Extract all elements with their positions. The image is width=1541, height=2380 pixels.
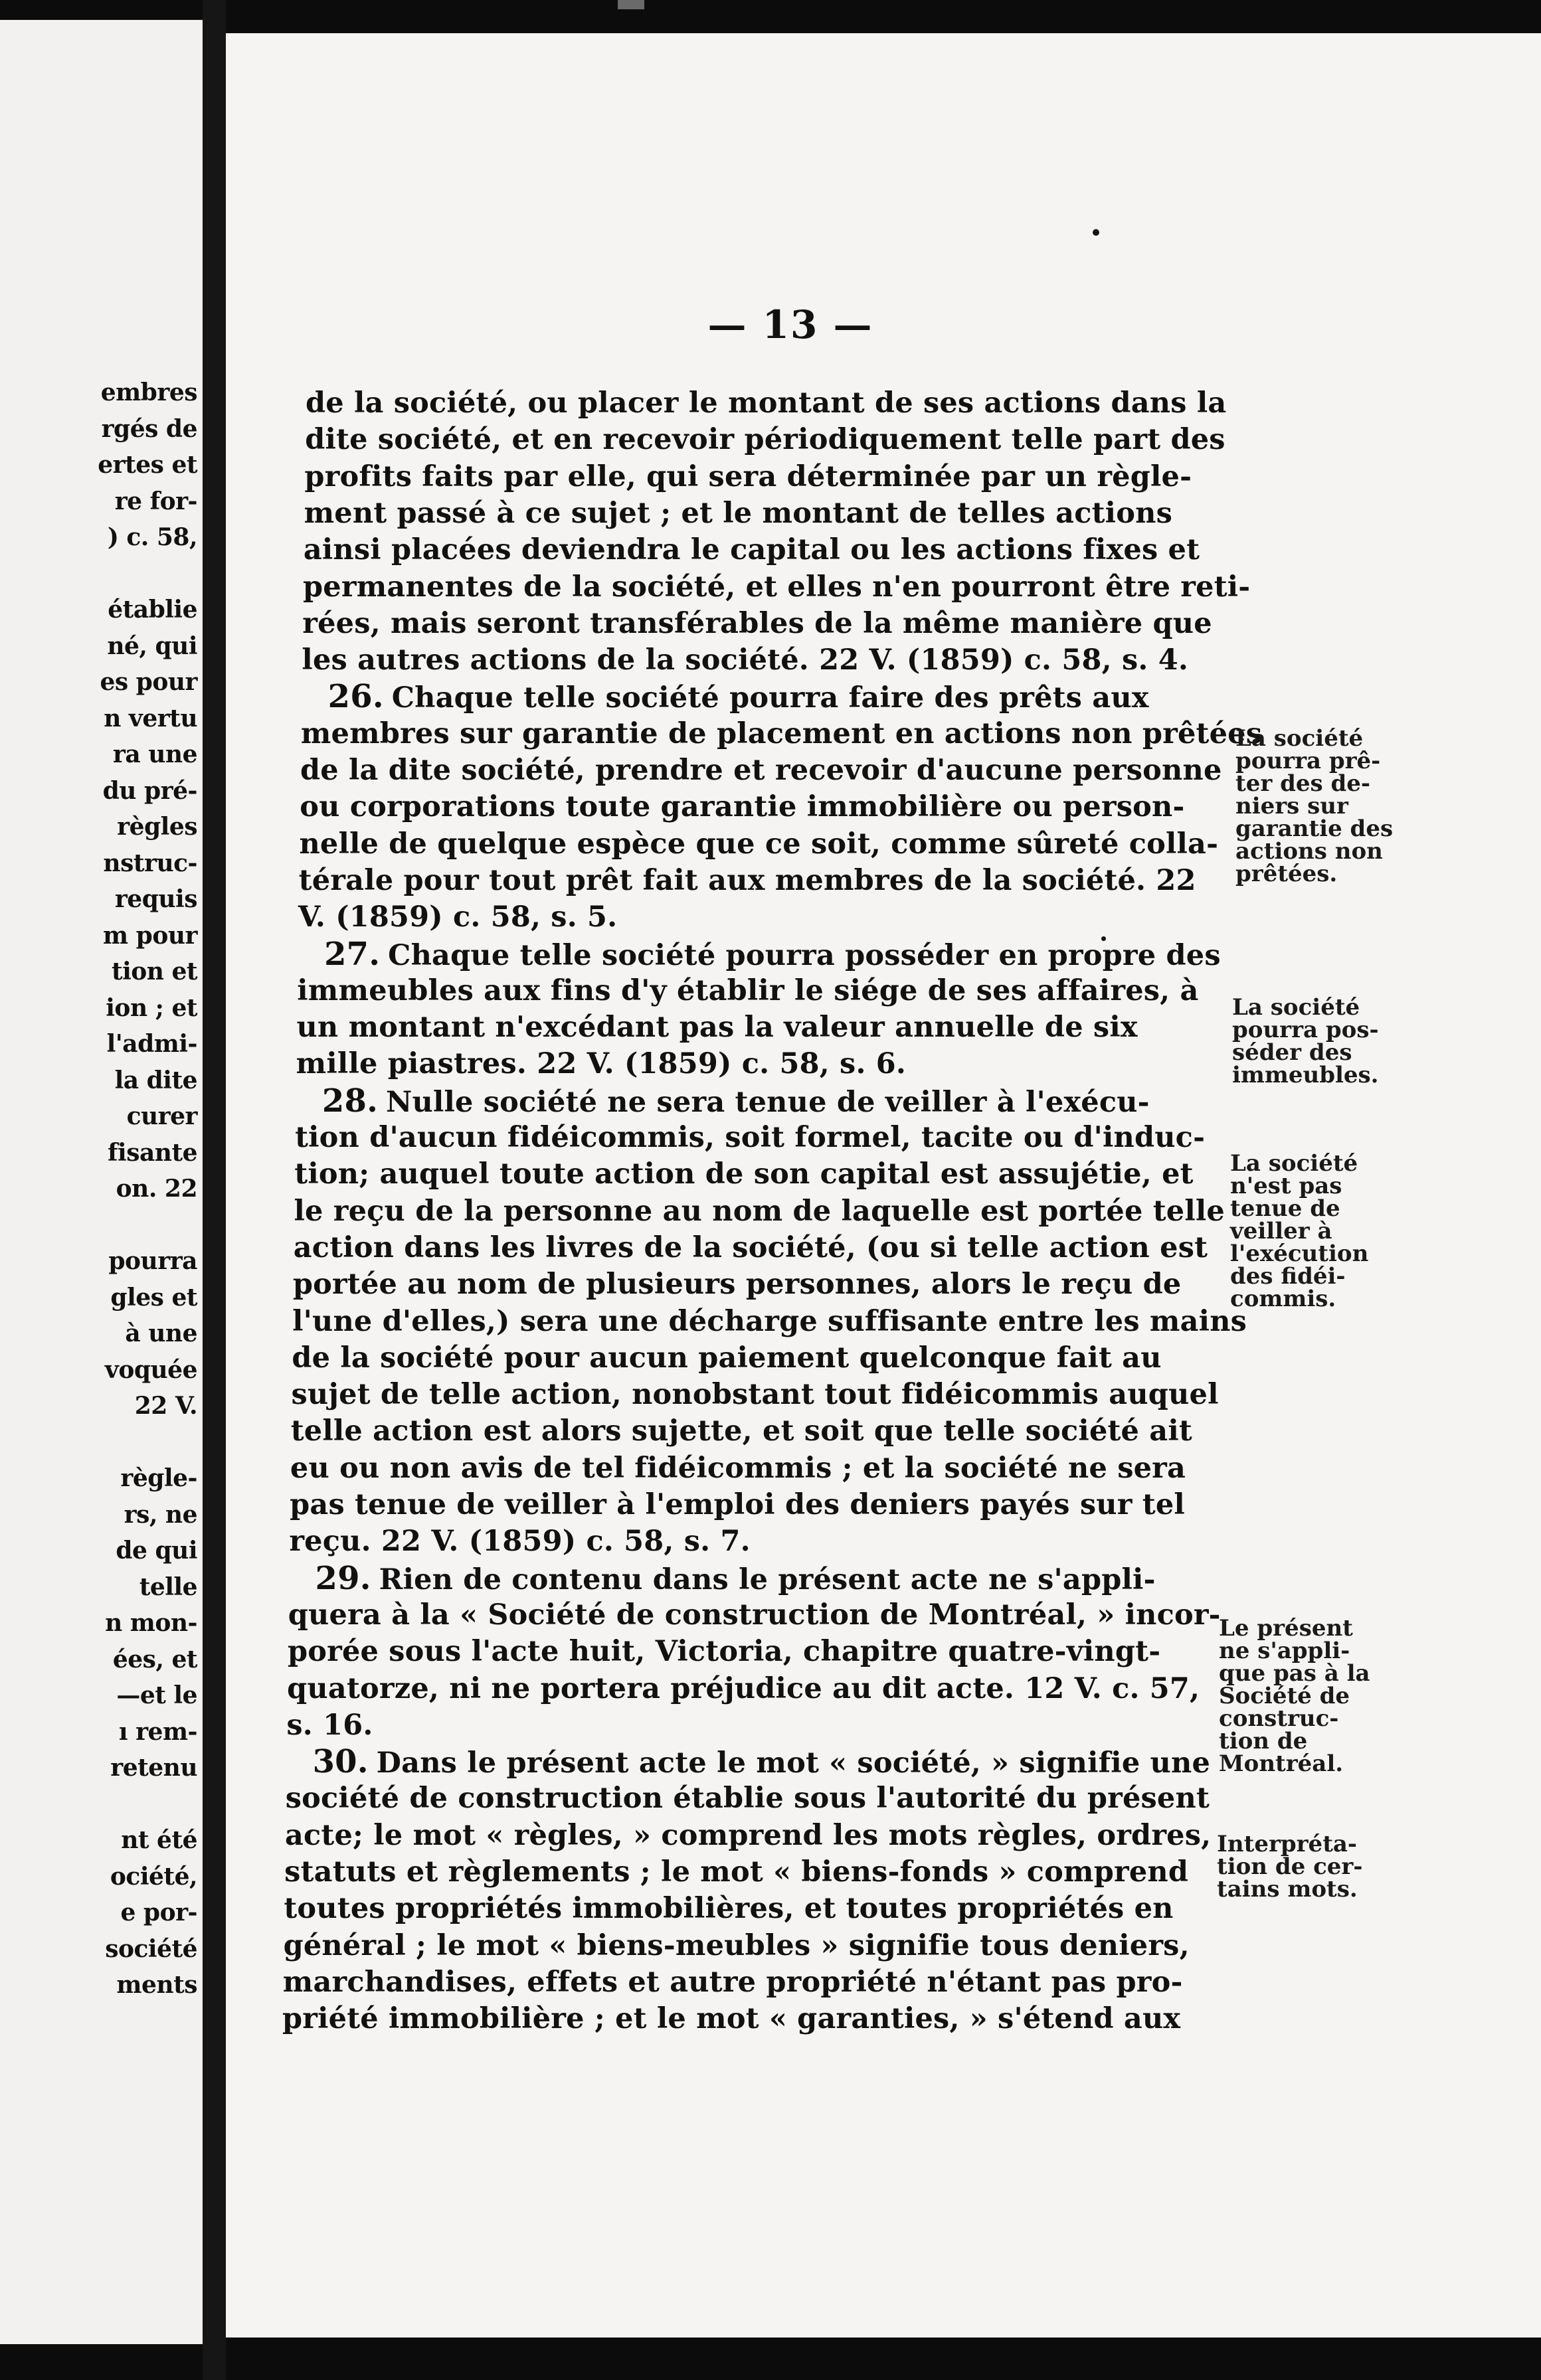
left-page-text-fragment: tion et <box>111 958 197 985</box>
body-text-line: quera à la « Société de construction de Montréal, » incor- <box>288 1598 1221 1632</box>
margin-note-line: que pas à la <box>1219 1660 1370 1687</box>
margin-note-line: l'exécution <box>1230 1240 1369 1267</box>
left-page-text-fragment: fisante <box>108 1138 197 1167</box>
left-page-text-fragment: on. 22 <box>116 1175 197 1203</box>
left-page-text-fragment: ertes et <box>98 451 197 479</box>
body-text-line: sujet de telle action, nonobstant tout fidéicommis auquel <box>291 1378 1219 1412</box>
article-text: Rien de contenu dans le présent acte ne s'appli- <box>379 1563 1156 1596</box>
margin-note-line: La société <box>1235 725 1364 752</box>
left-page-fragment <box>0 20 203 2344</box>
body-text-line: tion; auquel toute action de son capital est assujétie, et <box>294 1157 1194 1191</box>
body-text-line: permanentes de la société, et elles n'en pourront être reti- <box>303 570 1251 604</box>
left-page-text-fragment: ion ; et <box>106 993 197 1022</box>
body-text-line: eu ou non avis de tel fidéicommis ; et la société ne sera <box>290 1451 1186 1485</box>
body-text-line: térale pour tout prêt fait aux membres de la société. 22 <box>298 863 1196 897</box>
body-text-line: général ; le mot « biens-meubles » signifie tous deniers, <box>283 1928 1190 1962</box>
book-page <box>226 33 1541 2338</box>
left-page-text-fragment: né, qui <box>107 632 197 660</box>
left-page-text-fragment: règles <box>117 813 197 841</box>
left-page-text-fragment: de qui <box>116 1537 197 1565</box>
left-page-text-fragment: gles et <box>110 1283 197 1312</box>
article-text: Chaque telle société pourra posséder en propre des <box>388 938 1221 972</box>
left-page-text-fragment: du pré- <box>102 776 197 805</box>
body-text-line: acte; le mot « règles, » comprend les mots règles, ordres, <box>284 1818 1212 1852</box>
margin-note-line: garantie des <box>1235 815 1394 842</box>
left-page-text-fragment: n vertu <box>104 704 197 732</box>
margin-note-line: prêtées. <box>1235 861 1338 887</box>
left-page-text-fragment: voquée <box>104 1355 197 1384</box>
left-page-text-fragment: e por- <box>120 1899 197 1926</box>
margin-note-line: pourra pos- <box>1232 1017 1379 1043</box>
margin-note-line: ne s'appli- <box>1219 1638 1350 1664</box>
left-page-text-fragment: ociété, <box>110 1862 197 1891</box>
margin-note-line: commis. <box>1230 1286 1336 1312</box>
margin-note-line: veiller à <box>1230 1218 1332 1244</box>
body-text-line: nelle de quelque espèce que ce soit, comme sûreté colla- <box>299 827 1219 861</box>
body-text-line <box>328 679 1149 716</box>
body-text-line: de la dite société, prendre et recevoir d'aucune personne <box>300 754 1222 787</box>
left-page-text-fragment: ra une <box>112 740 197 768</box>
left-page-text-fragment: 22 V. <box>134 1392 197 1420</box>
body-text-line: portée au nom de plusieurs personnes, alors le reçu de <box>292 1268 1182 1302</box>
margin-note-line: tains mots. <box>1217 1876 1358 1903</box>
body-text-line: l'une d'elles,) sera une décharge suffisante entre les mains <box>292 1304 1247 1338</box>
body-text-line: membres sur garantie de placement en actions non prêtées <box>300 717 1263 750</box>
left-page-text-fragment: nt été <box>121 1826 197 1854</box>
left-page-text-fragment: rgés de <box>101 414 197 443</box>
margin-note-line: La société <box>1230 1150 1358 1177</box>
margin-note-line: Société de <box>1219 1683 1350 1709</box>
left-page-text-fragment: —et le <box>116 1681 197 1709</box>
page-number: — 13 — <box>707 302 873 347</box>
body-text-line: s. 16. <box>286 1708 373 1742</box>
article-number: 26. <box>327 678 384 716</box>
body-text-line <box>313 1744 1210 1781</box>
body-text-line: les autres actions de la société. 22 V. (1859) c. 58, s. 4. <box>302 643 1188 677</box>
left-page-text-fragment: nstruc- <box>103 849 197 877</box>
ink-speck <box>1093 229 1099 236</box>
margin-note-line: tenue de <box>1230 1195 1340 1222</box>
body-text-line: ment passé à ce sujet ; et le montant de telles actions <box>304 496 1172 530</box>
left-page-text-fragment: requis <box>114 885 197 913</box>
margin-note-line: n'est pas <box>1230 1173 1342 1199</box>
body-text-line: profits faits par elle, qui sera déterminée par un règle- <box>304 460 1192 493</box>
left-page-text-fragment: à une <box>125 1319 197 1347</box>
body-text-line: dite société, et en recevoir périodiquement telle part des <box>305 423 1225 457</box>
body-text-line: statuts et règlements ; le mot « biens-fonds » comprend <box>284 1855 1189 1889</box>
body-text-line: tion d'aucun fidéicommis, soit formel, tacite ou d'induc- <box>295 1121 1206 1154</box>
left-page-text-fragment: embres <box>100 379 197 406</box>
body-text-line: quatorze, ni ne portera préjudice au dit acte. 12 V. c. 57, <box>287 1671 1200 1705</box>
left-page-text-fragment: rs, ne <box>124 1500 197 1529</box>
body-text-line: porée sous l'acte huit, Victoria, chapitre quatre-vingt- <box>287 1635 1161 1669</box>
body-text-line: ou corporations toute garantie immobilière ou person- <box>300 790 1185 824</box>
body-text-line: de la société pour aucun paiement quelconque fait au <box>292 1341 1162 1375</box>
margin-note-line: tion de <box>1219 1728 1308 1754</box>
margin-note-line: actions non <box>1235 838 1383 865</box>
body-text-line: reçu. 22 V. (1859) c. 58, s. 7. <box>289 1525 751 1559</box>
article-number: 30. <box>312 1743 369 1781</box>
body-text-line: rées, mais seront transférables de la même manière que <box>302 606 1212 640</box>
left-page-text-fragment: ées, et <box>112 1645 197 1673</box>
margin-note-line: séder des <box>1232 1039 1352 1066</box>
left-page-text-fragment: pourra <box>108 1247 197 1275</box>
body-text-line: priété immobilière ; et le mot « garanties, » s'étend aux <box>282 2002 1181 2036</box>
left-page-text-fragment: l'admi- <box>106 1030 197 1058</box>
body-text-line <box>322 1083 1150 1120</box>
left-page-text-fragment: ) c. 58, <box>107 523 197 551</box>
body-text-line: de la société, ou placer le montant de ses actions dans la <box>306 386 1227 420</box>
margin-note-line: des fidéi- <box>1230 1263 1346 1290</box>
margin-note-line: ter des de- <box>1235 770 1370 797</box>
left-page-text-fragment: retenu <box>110 1754 197 1782</box>
body-text-line: action dans les livres de la société, (ou si telle action est <box>293 1231 1208 1264</box>
margin-note-line: La société <box>1232 994 1360 1021</box>
margin-note-line: Interpréta- <box>1217 1831 1358 1857</box>
article-text: Chaque telle société pourra faire des prêts aux <box>391 681 1149 715</box>
body-text-line: telle action est alors sujette, et soit que telle société ait <box>290 1414 1192 1448</box>
article-number: 29. <box>315 1559 371 1597</box>
left-page-text-fragment: la dite <box>114 1066 197 1094</box>
book-gutter <box>203 0 226 2380</box>
scan-top-edge <box>226 0 1541 33</box>
left-page-text-fragment: m pour <box>103 921 197 950</box>
body-text-line: pas tenue de veiller à l'emploi des deniers payés sur tel <box>290 1488 1185 1521</box>
body-text-line: marchandises, effets et autre propriété n'étant pas pro- <box>282 1965 1183 1999</box>
margin-note-line: Montréal. <box>1219 1750 1344 1777</box>
left-page-text-fragment: société <box>105 1934 197 1963</box>
body-text-line: mille piastres. 22 V. (1859) c. 58, s. 6. <box>296 1047 907 1081</box>
body-text-line: V. (1859) c. 58, s. 5. <box>298 900 618 934</box>
body-text-line <box>324 936 1221 974</box>
left-page-text-fragment: telle <box>139 1572 197 1601</box>
article-text: Nulle société ne sera tenue de veiller à l'exécu- <box>385 1085 1150 1119</box>
left-page-text-fragment: établie <box>108 596 197 624</box>
margin-note-line: Le présent <box>1219 1615 1353 1642</box>
article-number: 28. <box>321 1082 378 1120</box>
left-page-text-fragment: curer <box>126 1102 197 1130</box>
scan-mark <box>618 0 644 9</box>
body-text-line: société de construction établie sous l'autorité du présent <box>285 1782 1210 1816</box>
left-page-text-fragment: re for- <box>114 487 197 515</box>
body-text-line <box>316 1561 1156 1598</box>
margin-note-line: tion de cer- <box>1217 1853 1363 1880</box>
body-text-line: toutes propriétés immobilières, et toutes propriétés en <box>284 1892 1174 1926</box>
margin-note-line: pourra prê- <box>1235 748 1381 774</box>
body-text-line: ainsi placées deviendra le capital ou les actions fixes et <box>303 533 1200 567</box>
margin-note-line: immeubles. <box>1232 1062 1379 1088</box>
margin-note-line: construc- <box>1219 1705 1339 1732</box>
left-page-text-fragment: règle- <box>120 1464 197 1492</box>
article-text: Dans le présent acte le mot « société, » signifie une <box>376 1746 1211 1780</box>
left-page-text-fragment: n mon- <box>105 1609 197 1637</box>
body-text-line: un montant n'excédant pas la valeur annuelle de six <box>296 1011 1138 1045</box>
left-page-text-fragment: ı rem- <box>118 1717 197 1746</box>
body-text-line: immeubles aux fins d'y établir le siége de ses affaires, à <box>297 974 1199 1007</box>
article-number: 27. <box>324 935 381 973</box>
left-page-text-fragment: ments <box>116 1971 197 1999</box>
left-page-text-fragment: es pour <box>100 668 197 696</box>
margin-note-line: niers sur <box>1235 793 1348 819</box>
body-text-line: le reçu de la personne au nom de laquelle est portée telle <box>294 1194 1225 1228</box>
